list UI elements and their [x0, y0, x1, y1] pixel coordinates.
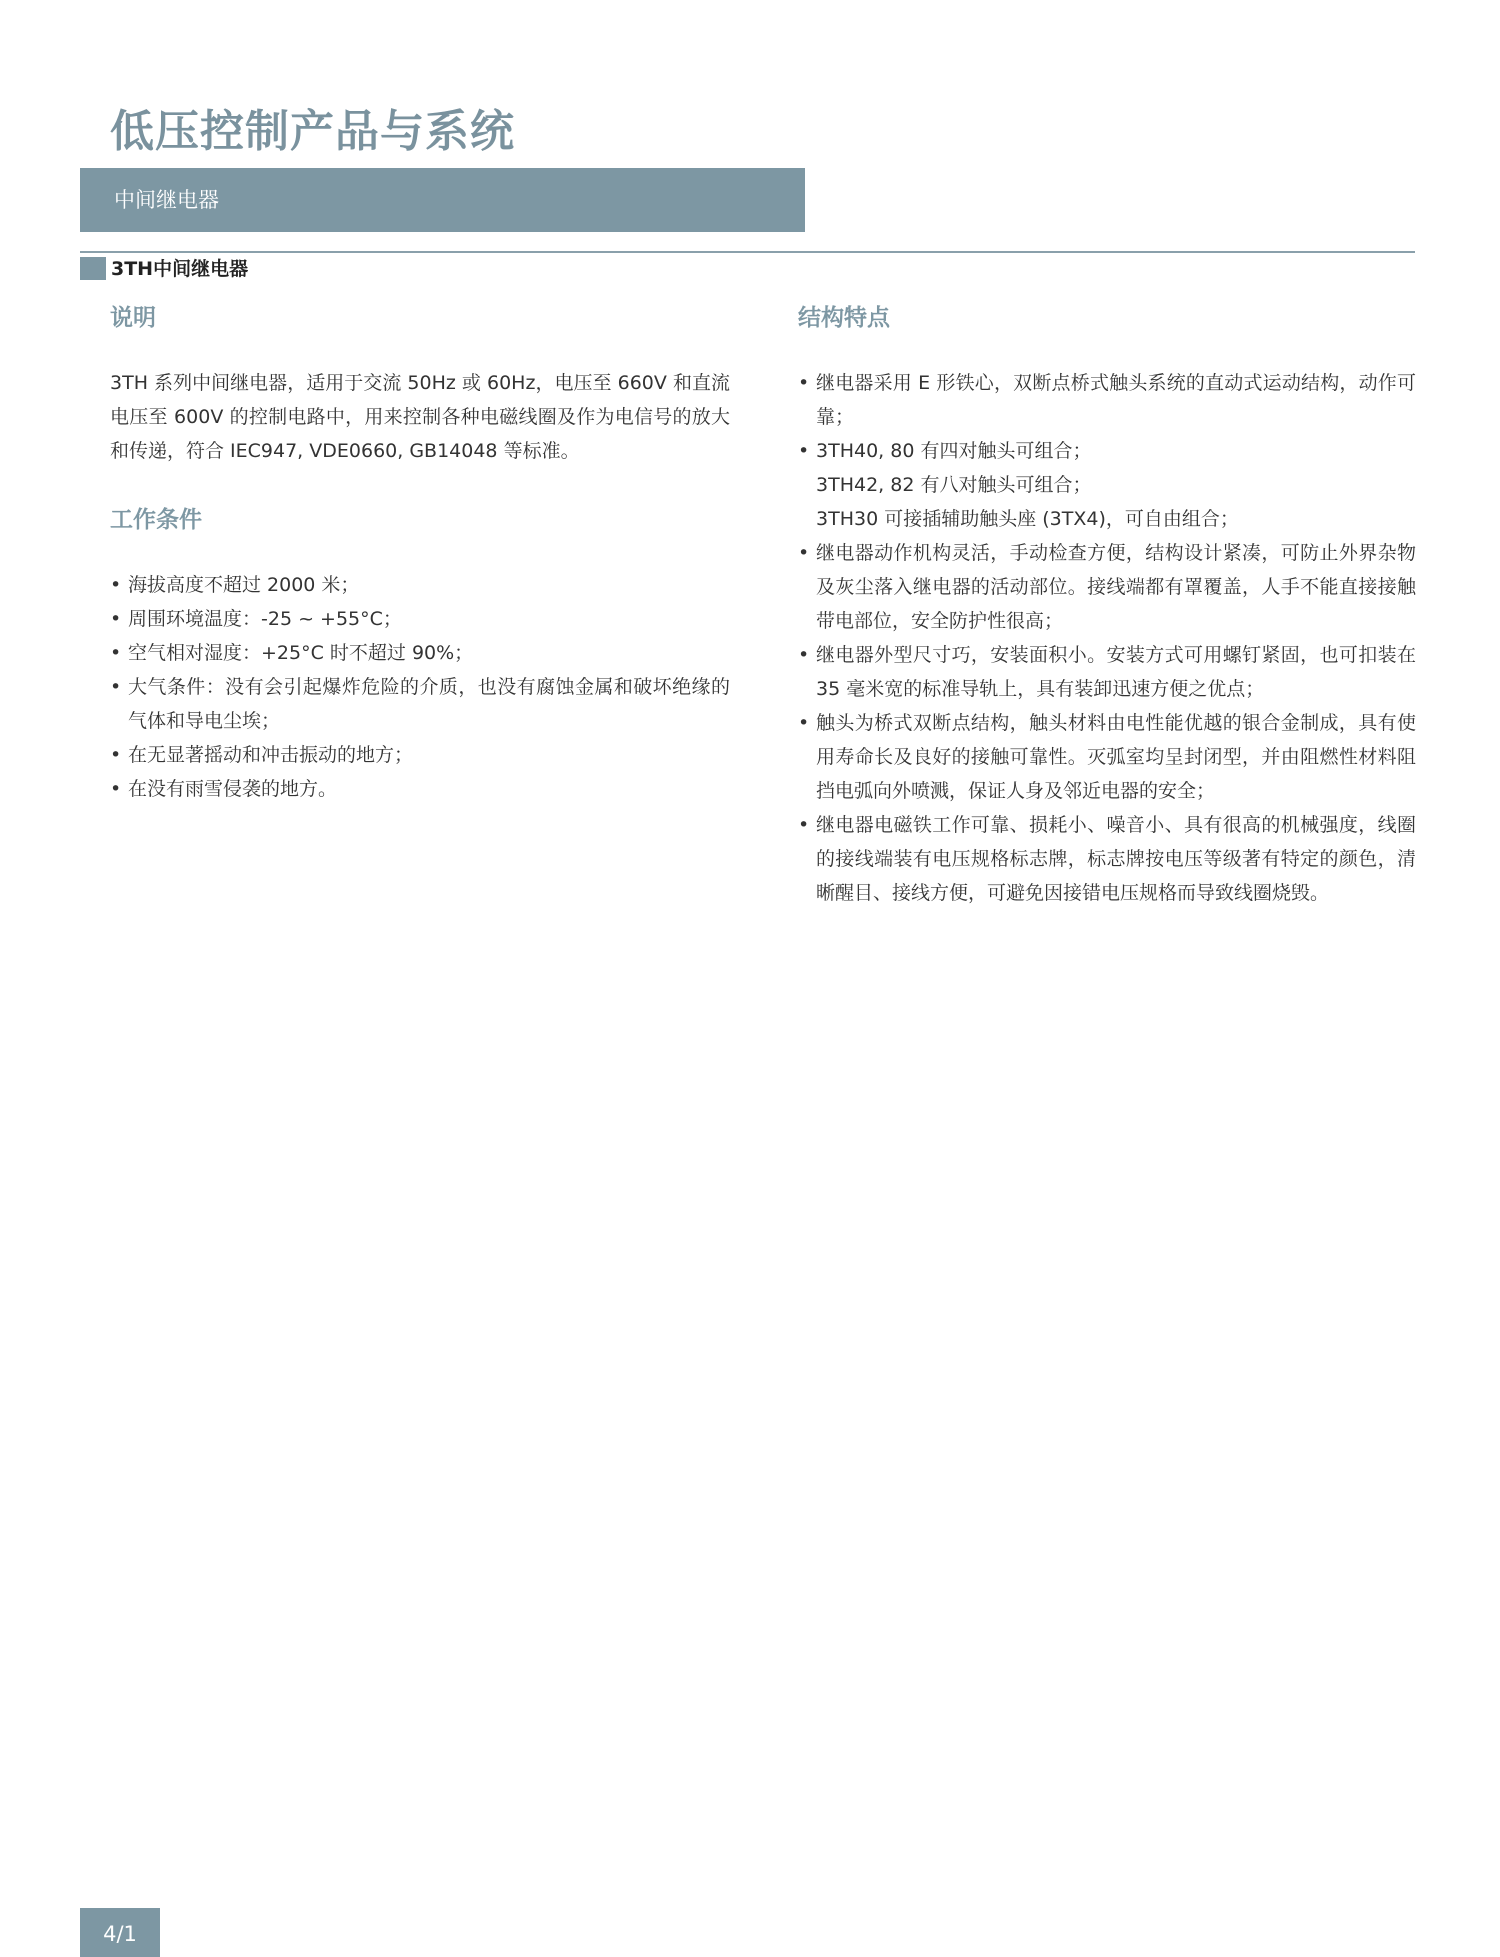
features-list: [798, 366, 1416, 910]
list-item: • 3TH40, 80 有四对触头可组合；: [798, 434, 1416, 468]
bullet-icon: •: [798, 372, 810, 394]
list-item: • 继电器采用 E 形铁心，双断点桥式触头系统的直动式运动结构，动作可靠；: [798, 366, 1416, 434]
bullet-icon: •: [798, 644, 810, 666]
conditions-heading: 工作条件: [110, 507, 202, 533]
list-item: • 继电器动作机构灵活，手动检查方便，结构设计紧凑，可防止外界杂物及灰尘落入继电器的活动部位。接线端都有罩覆盖，人手不能直接接触带电部位，安全防护性很高；: [798, 536, 1416, 638]
list-item: • 空气相对湿度：+25°C 时不超过 90%；: [110, 636, 730, 670]
subsection-marker: [80, 257, 106, 280]
list-item: • 海拔高度不超过 2000 米；: [110, 568, 730, 602]
bullet-icon: •: [110, 642, 122, 664]
subsection-title: 3TH中间继电器: [111, 258, 249, 280]
page-title: 低压控制产品与系统: [110, 106, 515, 157]
feature-continuation: 3TH30 可接插辅助触头座 (3TX4)，可自由组合；: [816, 508, 1239, 530]
header-divider: [80, 251, 1415, 253]
bullet-icon: •: [798, 542, 810, 564]
bullet-icon: •: [110, 778, 122, 800]
features-heading: 结构特点: [798, 305, 890, 331]
section-banner-label: 中间继电器: [114, 188, 219, 212]
list-item: • 触头为桥式双断点结构，触头材料由电性能优越的银合金制成，具有使用寿命长及良好的接触可靠性。灭弧室均呈封闭型，并由阻燃性材料阻挡电弧向外喷溅，保证人身及邻近电器的安全；: [798, 706, 1416, 808]
description-text: 3TH 系列中间继电器，适用于交流 50Hz 或 60Hz，电压至 660V 和直流电压至 600V 的控制电路中，用来控制各种电磁线圈及作为电信号的放大和传递，符合 IEC947, VDE0660, GB14048 等标准。: [110, 372, 730, 462]
bullet-icon: •: [798, 440, 810, 462]
left-column: [110, 300, 730, 806]
section-banner: [80, 168, 805, 232]
conditions-list: [110, 568, 730, 806]
page-number-badge: [80, 1908, 160, 1957]
bullet-icon: •: [798, 712, 810, 734]
list-item: • 在无显著摇动和冲击振动的地方；: [110, 738, 730, 772]
list-item: • 继电器电磁铁工作可靠、损耗小、噪音小、具有很高的机械强度，线圈的接线端装有电压规格标志牌，标志牌按电压等级著有特定的颜色，清晰醒目、接线方便，可避免因接错电压规格而导致线圈烧毁。: [798, 808, 1416, 910]
bullet-icon: •: [798, 814, 810, 836]
page-number: 4/1: [103, 1922, 137, 1946]
right-column: [798, 300, 1416, 910]
list-item: • 周围环境温度：-25 ~ +55°C；: [110, 602, 730, 636]
list-item: • 大气条件：没有会引起爆炸危险的介质，也没有腐蚀金属和破坏绝缘的气体和导电尘埃；: [110, 670, 730, 738]
description-heading: 说明: [110, 305, 156, 331]
list-item: • 在没有雨雪侵袭的地方。: [110, 772, 730, 806]
bullet-icon: •: [110, 608, 122, 630]
bullet-icon: •: [110, 676, 122, 698]
list-item: • 继电器外型尺寸巧，安装面积小。安装方式可用螺钉紧固，也可扣装在 35 毫米宽的标准导轨上，具有装卸迅速方便之优点；: [798, 638, 1416, 706]
feature-continuation: 3TH42, 82 有八对触头可组合；: [816, 474, 1092, 496]
bullet-icon: •: [110, 574, 122, 596]
bullet-icon: •: [110, 744, 122, 766]
